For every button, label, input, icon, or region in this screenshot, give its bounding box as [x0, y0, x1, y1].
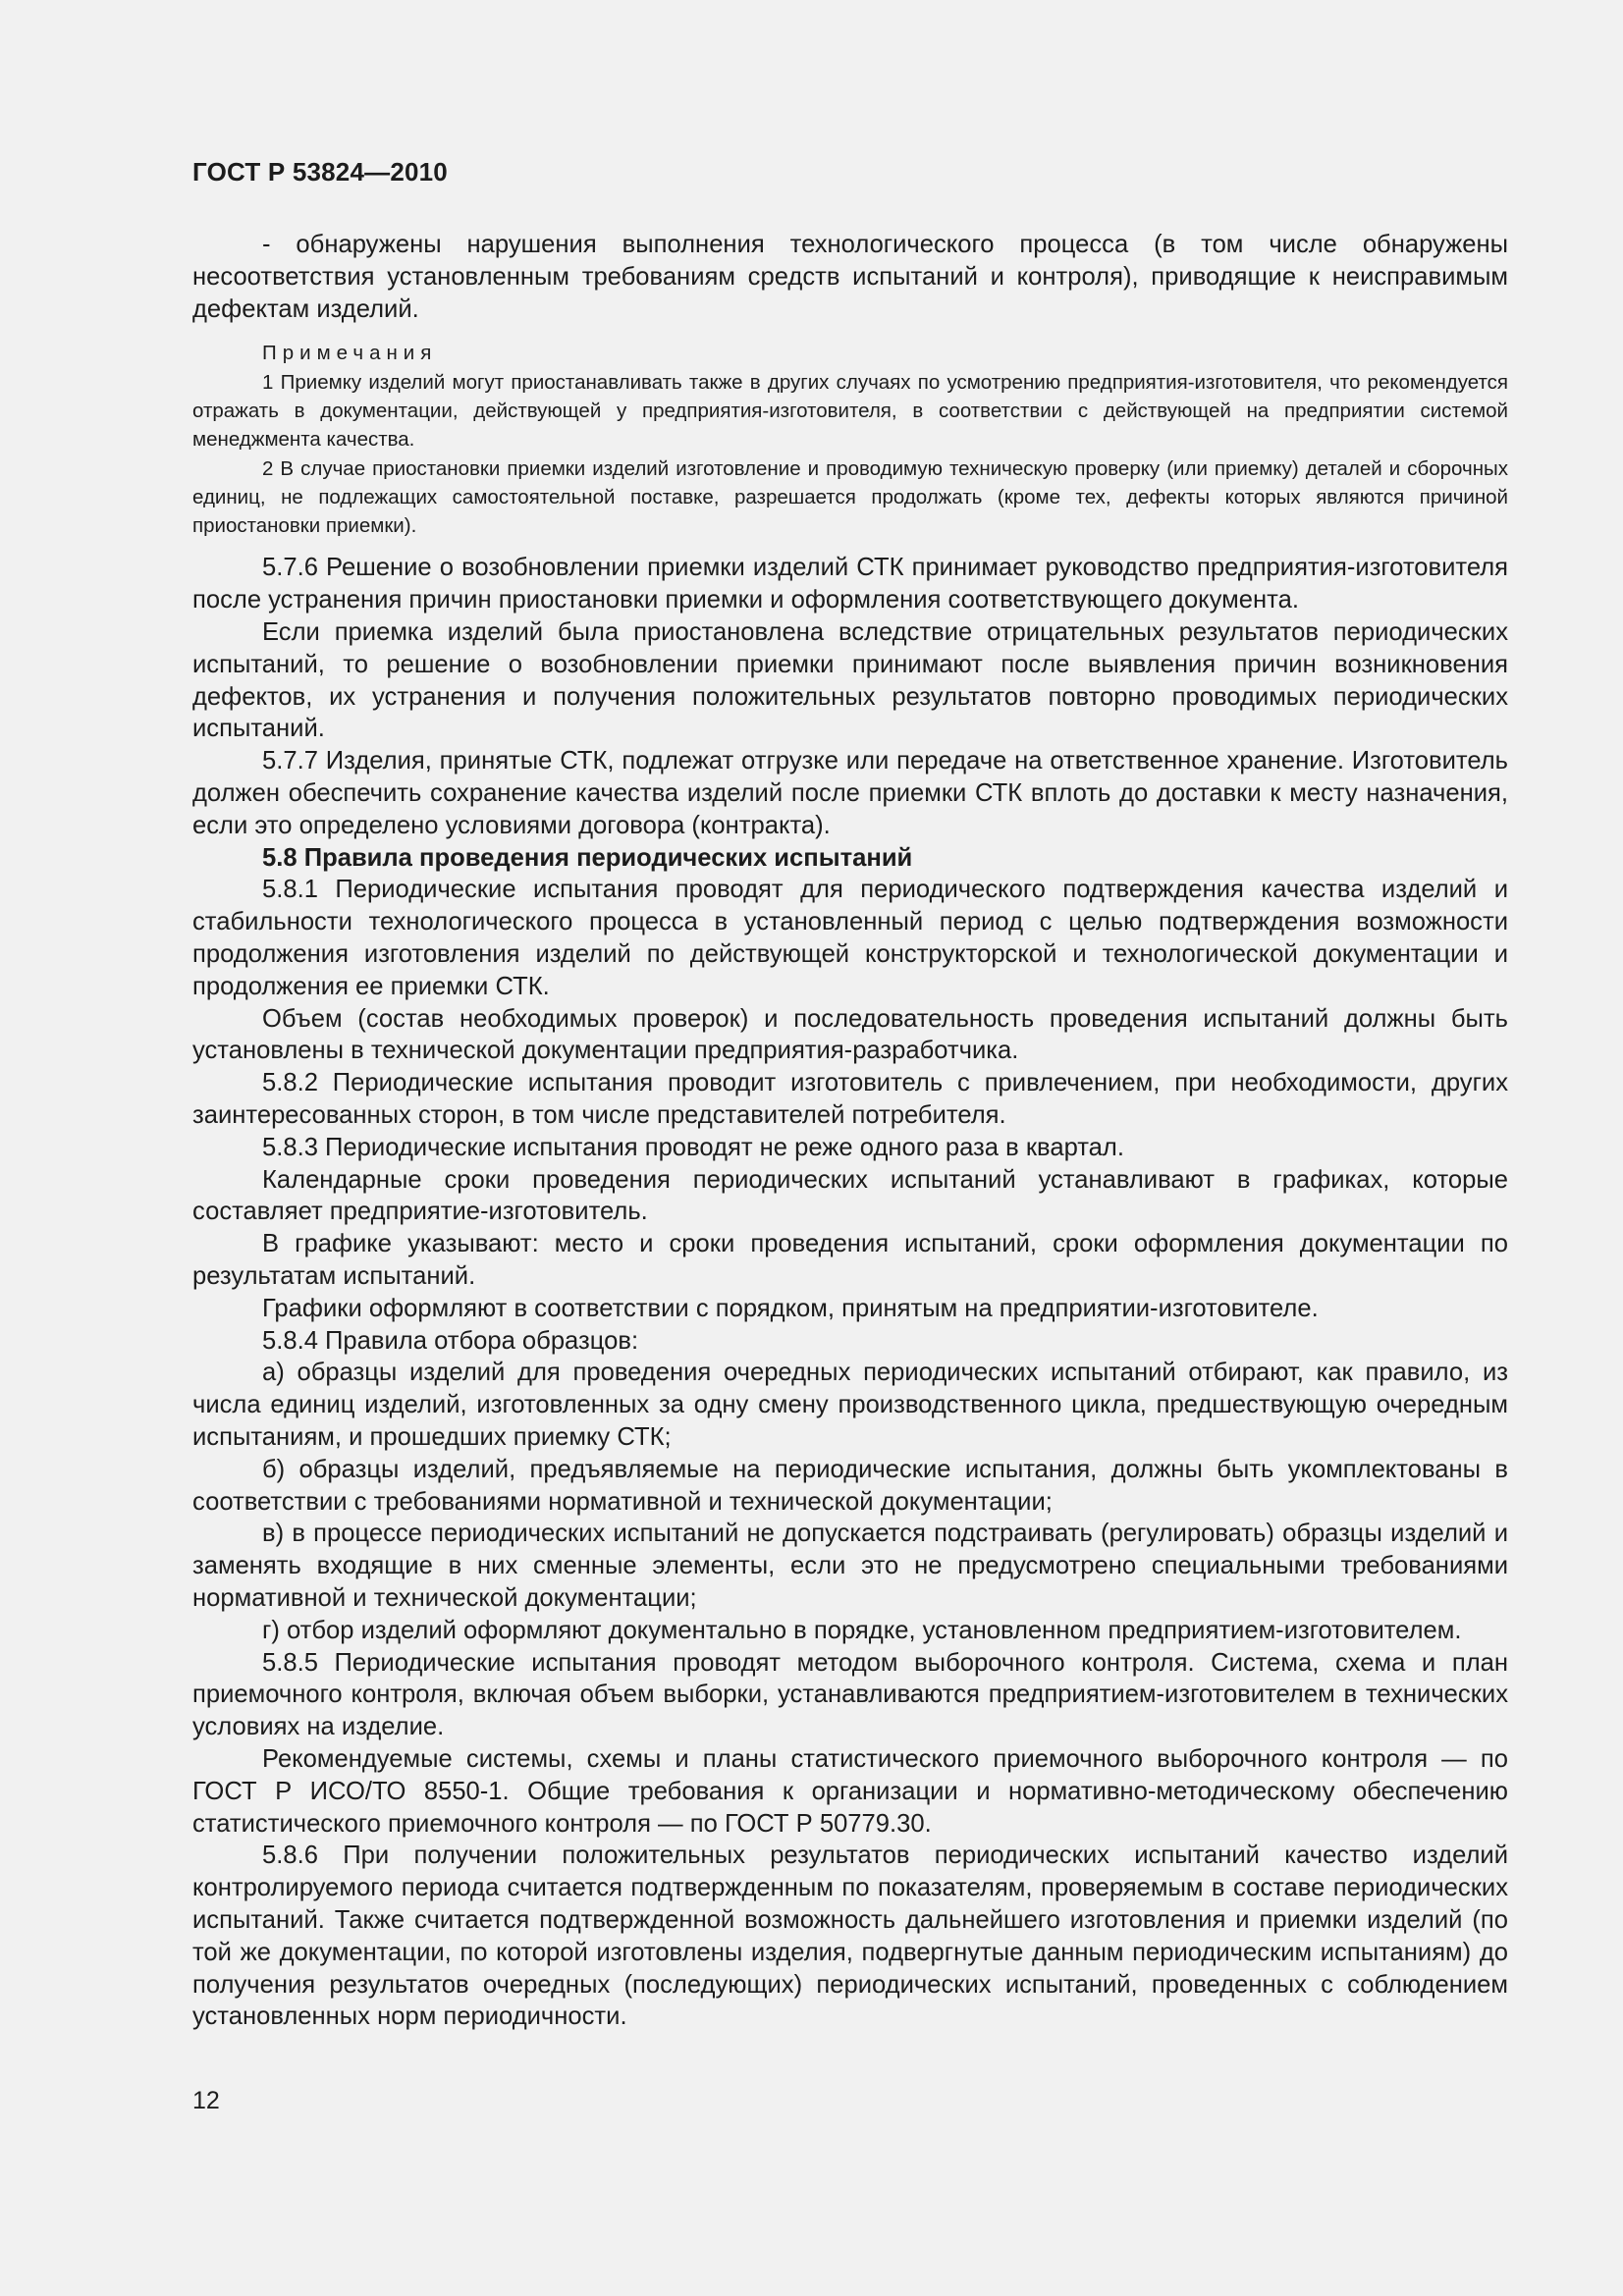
- paragraph-5-8-3-schedule-contents: В графике указывают: место и сроки проведения испытаний, сроки оформления документации по результатам испытаний.: [192, 1230, 1508, 1290]
- document-page: [192, 157, 1508, 2140]
- paragraph-5-8-2: 5.8.2 Периодические испытания проводит изготовитель с привлечением, при необходимости, других заинтересованных сторон, в том числе представителей потребителя.: [192, 1069, 1508, 1130]
- intro-paragraph: - обнаружены нарушения выполнения технологического процесса (в том числе обнаружены несоответствия установленным требованиям средств испытаний и контроля), приводящие к неисправимым дефектам изделий.: [192, 231, 1508, 323]
- document-body: [192, 229, 1508, 2033]
- paragraph-5-8-4: 5.8.4 Правила отбора образцов:: [262, 1326, 639, 1355]
- paragraph-5-7-7: 5.7.7 Изделия, принятые СТК, подлежат отгрузке или передаче на ответственное хранение. Изготовитель должен обеспечить сохранение качества изделий после приемки СТК вплоть до доставки к месту назначения, если это определено условиями договора (контракта).: [192, 747, 1508, 839]
- notes-title: Примечания: [262, 342, 438, 365]
- paragraph-5-8-5: 5.8.5 Периодические испытания проводят методом выборочного контроля. Система, схема и план приемочного контроля, включая объем выборки, устанавливаются предприятием-изготовителем в технических условиях на изделие.: [192, 1648, 1508, 1741]
- paragraph-5-8-3-schedule: Календарные сроки проведения периодических испытаний устанавливают в графиках, которые составляет предприятие-изготовитель.: [192, 1165, 1508, 1226]
- paragraph-5-8-1: 5.8.1 Периодические испытания проводят для периодического подтверждения качества изделий и стабильности технологического процесса в установленный период с целью подтверждения возможности продолжения изготовления изделий по действующей конструкторской и технологической документации и продолжения ее приемки СТК.: [192, 876, 1508, 1000]
- paragraph-5-8-1-volume: Объем (состав необходимых проверок) и последовательность проведения испытаний должны быть установлены в технической документации предприятия-разработчика.: [192, 1004, 1508, 1065]
- paragraph-5-8-3-schedule-format: Графики оформляют в соответствии с порядком, принятым на предприятии-изготовителе.: [262, 1294, 1319, 1322]
- document-header: ГОСТ Р 53824—2010: [192, 157, 448, 187]
- paragraph-5-8-5-recommended: Рекомендуемые системы, схемы и планы статистического приемочного выборочного контроля — по ГОСТ Р ИСО/ТО 8550-1. Общие требования к организации и нормативно-методическому обеспечению статистического приемочного контроля — по ГОСТ Р 50779.30.: [192, 1744, 1508, 1838]
- list-item-v: в) в процессе периодических испытаний не допускается подстраивать (регулировать) образцы изделий и заменять входящие в них сменные элементы, если это не предусмотрено специальными требованиями нормативной и технической документации;: [192, 1520, 1508, 1612]
- paragraph-5-7-6: 5.7.6 Решение о возобновлении приемки изделий СТК принимает руководство предприятия-изготовителя после устранения причин приостановки приемки и оформления соответствующего документа.: [192, 554, 1508, 614]
- notes-block: [192, 339, 1508, 540]
- paragraph-5-8-3: 5.8.3 Периодические испытания проводят не реже одного раза в квартал.: [262, 1133, 1124, 1161]
- paragraph-5-7-6-continued: Если приемка изделий была приостановлена вследствие отрицательных результатов периодических испытаний, то решение о возобновлении приемки принимают после выявления причин возникновения дефектов, их устранения и получения положительных результатов повторно проводимых периодических испытаний.: [192, 618, 1508, 743]
- list-item-b: б) образцы изделий, предъявляемые на периодические испытания, должны быть укомплектованы в соответствии с требованиями нормативной и технической документации;: [192, 1455, 1508, 1516]
- section-title: 5.8 Правила проведения периодических испытаний: [262, 843, 913, 872]
- page-number: 12: [192, 2087, 220, 2114]
- list-item-a: а) образцы изделий для проведения очередных периодических испытаний отбирают, как правило, из числа единиц изделий, изготовленных за одну смену производственного цикла, предшествующую очередным испытаниям, и прошедших приемку СТК;: [192, 1359, 1508, 1451]
- note-item-2: 2 В случае приостановки приемки изделий изготовление и проводимую техническую проверку (или приемку) деталей и сборочных единиц, не подлежащих самостоятельной поставке, разрешается продолжать (кроме тех, дефекты которых являются причиной приостановки приемки).: [192, 456, 1508, 538]
- list-item-g: г) отбор изделий оформляют документально в порядке, установленном предприятием-изготовителем.: [262, 1616, 1462, 1644]
- paragraph-5-8-6: 5.8.6 При получении положительных результатов периодических испытаний качество изделий контролируемого периода считается подтвержденным по показателям, проверяемым в составе периодических испытаний. Также считается подтвержденной возможность дальнейшего изготовления и приемки изделий (по той же документации, по которой изготовлены изделия, подвергнутые данным периодическим испытаниям) до получения результатов очередных (последующих) периодических испытаний, проведенных с соблюдением установленных норм периодичности.: [192, 1842, 1508, 2031]
- note-item-1: 1 Приемку изделий могут приостанавливать также в других случаях по усмотрению предприятия-изготовителя, что рекомендуется отражать в документации, действующей у предприятия-изготовителя, в соответствии с действующей на предприятии системой менеджмента качества.: [192, 370, 1508, 452]
